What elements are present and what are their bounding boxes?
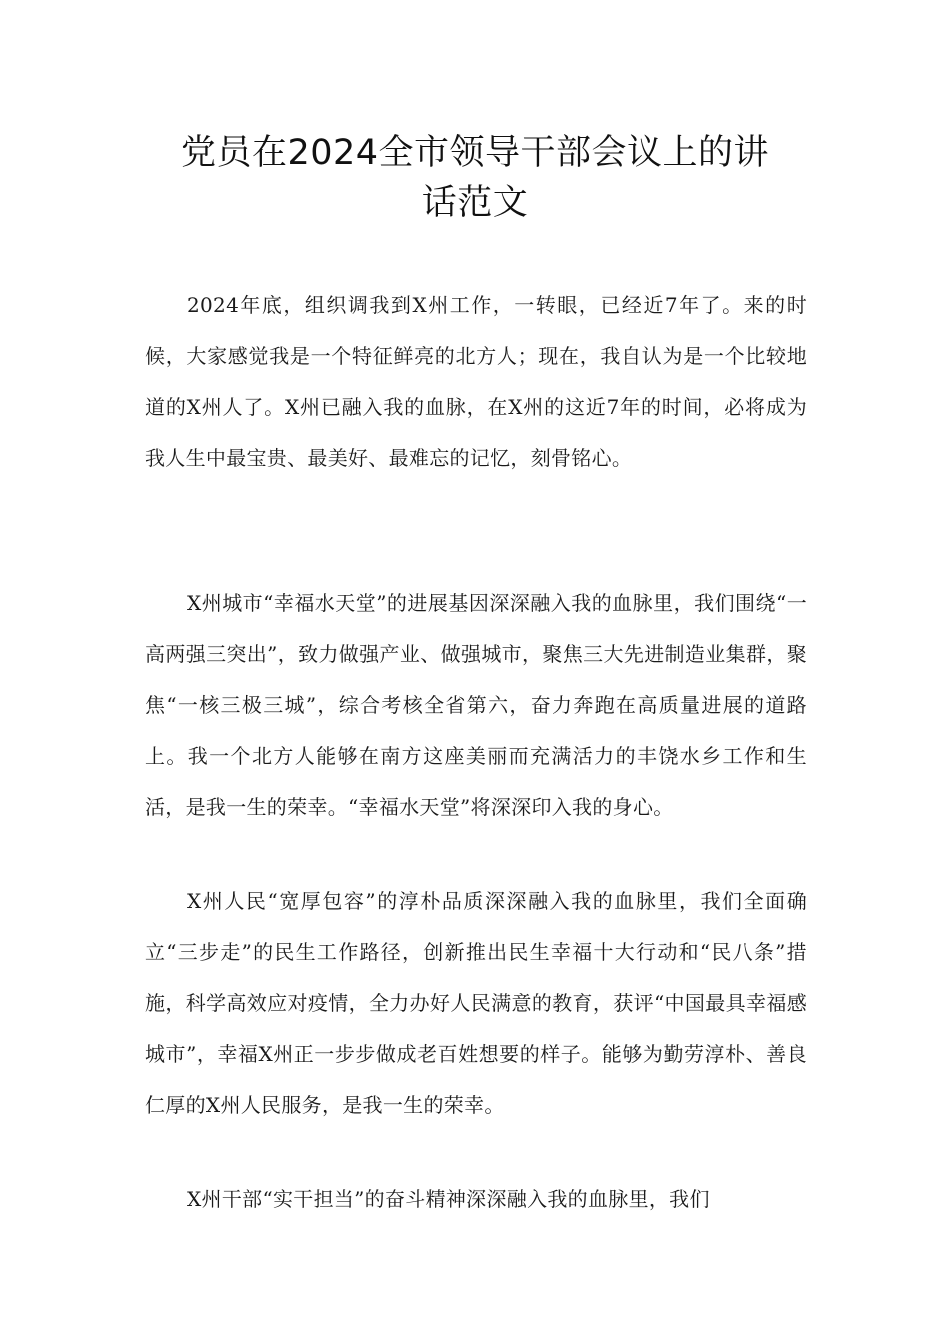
- paragraph-3: X州人民“宽厚包容”的淳朴品质深深融入我的血脉里，我们全面确立“三步走”的民生工作路径，创新推出民生幸福十大行动和“民八条”措施，科学高效应对疫情，全力办好人民满意的教育，获评“中国最具幸福感城市”，幸福X州正一步步做成老百姓想要的样子。能够为勤劳淳朴、善良仁厚的X州人民服务，是我一生的荣幸。: [145, 889, 807, 1117]
- title-line-2: 话范文: [421, 183, 529, 223]
- paragraph-4: X州干部“实干担当”的奋斗精神深深融入我的血脉里，我们: [187, 1187, 710, 1211]
- page-title: [110, 128, 840, 228]
- paragraph-1: 2024年底，组织调我到X州工作，一转眼，已经近7年了。来的时候，大家感觉我是一个特征鲜亮的北方人；现在，我自认为是一个比较地道的X州人了。X州已融入我的血脉，在X州的这近7年的时间，必将成为我人生中最宝贵、最美好、最难忘的记忆，刻骨铭心。: [145, 293, 807, 470]
- paragraph-2: X州城市“幸福水天堂”的进展基因深深融入我的血脉里，我们围绕“一高两强三突出”，致力做强产业、做强城市，聚焦三大先进制造业集群，聚焦“一核三极三城”，综合考核全省第六，奋力奔跑在高质量进展的道路上。我一个北方人能够在南方这座美丽而充满活力的丰饶水乡工作和生活，是我一生的荣幸。“幸福水天堂”将深深印入我的身心。: [145, 591, 807, 819]
- title-line-1: 党员在2024全市领导干部会议上的讲: [180, 133, 770, 173]
